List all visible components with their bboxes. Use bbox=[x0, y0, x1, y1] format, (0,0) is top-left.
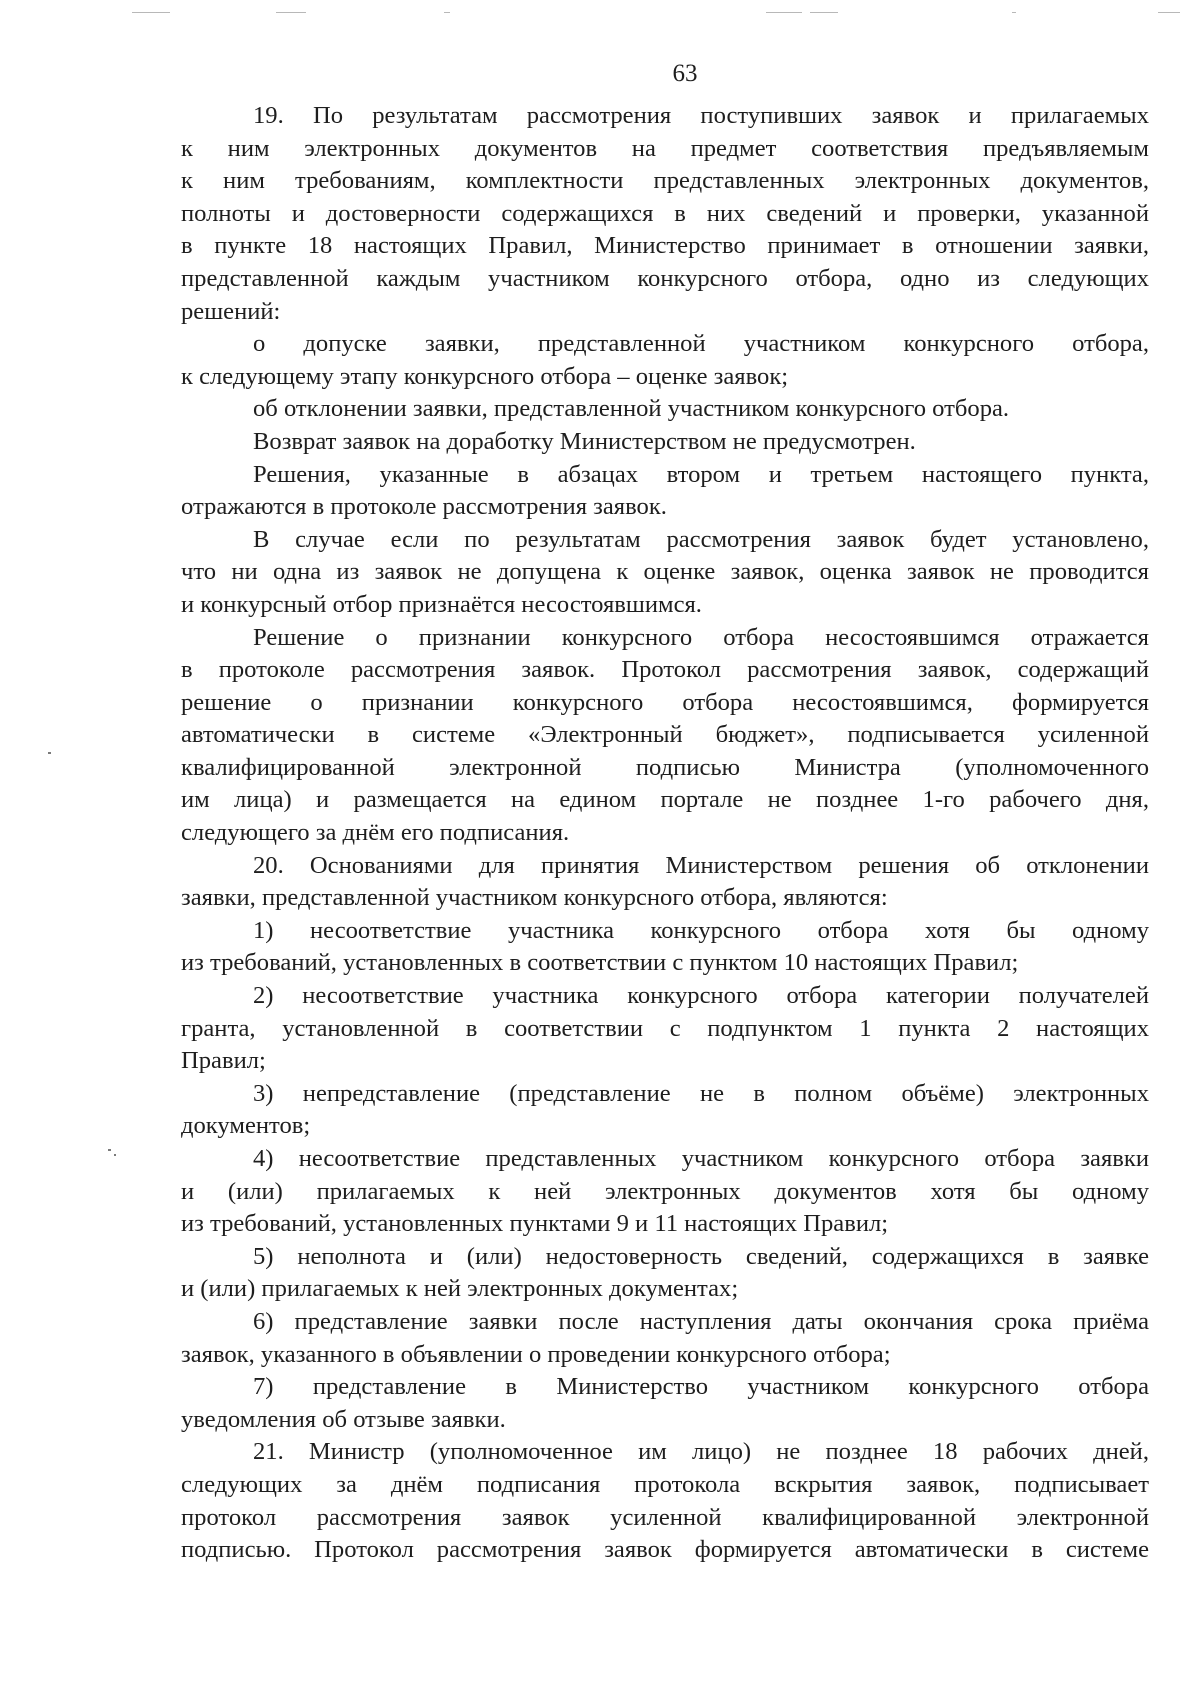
text-line: Решения, указанные в абзацах втором и третьем настоящего пункта, bbox=[253, 460, 1149, 488]
paragraph bbox=[181, 328, 1149, 393]
paragraph bbox=[181, 1306, 1149, 1371]
text-line: решение о признании конкурсного отбора несостоявшимся, формируется bbox=[181, 688, 1149, 716]
text-line: что ни одна из заявок не допущена к оценке заявок, оценка заявок не проводится bbox=[181, 558, 1149, 586]
paragraph bbox=[181, 850, 1149, 915]
text-line: 1) несоответствие участника конкурсного отбора хотя бы одному bbox=[253, 916, 1149, 944]
text-line: решений: bbox=[181, 297, 281, 325]
text-line: гранта, установленной в соответствии с подпунктом 1 пункта 2 настоящих bbox=[181, 1014, 1149, 1042]
paragraph bbox=[181, 1078, 1149, 1143]
paragraph bbox=[181, 524, 1149, 622]
text-line: заявки, представленной участником конкурсного отбора, являются: bbox=[181, 884, 888, 912]
text-line: уведомления об отзыве заявки. bbox=[181, 1405, 506, 1433]
text-line: В случае если по результатам рассмотрения заявок будет установлено, bbox=[253, 525, 1149, 553]
text-line: им лица) и размещается на едином портале не позднее 1-го рабочего дня, bbox=[181, 786, 1149, 814]
paragraph bbox=[181, 915, 1149, 980]
document-body bbox=[181, 100, 1149, 1567]
paragraph bbox=[181, 100, 1149, 328]
text-line: об отклонении заявки, представленной участником конкурсного отбора. bbox=[253, 395, 1010, 423]
paragraph bbox=[181, 1241, 1149, 1306]
text-line: следующего за днём его подписания. bbox=[181, 819, 570, 847]
paragraph bbox=[181, 426, 1149, 459]
paragraph bbox=[181, 1143, 1149, 1241]
text-line: к следующему этапу конкурсного отбора – оценке заявок; bbox=[181, 362, 789, 390]
text-line: Возврат заявок на доработку Министерством не предусмотрен. bbox=[253, 427, 916, 455]
text-line: представленной каждым участником конкурсного отбора, одно из следующих bbox=[181, 264, 1149, 292]
scan-speck bbox=[114, 1154, 116, 1156]
text-line: 4) несоответствие представленных участником конкурсного отбора заявки bbox=[253, 1145, 1149, 1172]
text-line: и (или) прилагаемых к ней электронных документах; bbox=[181, 1275, 739, 1303]
text-line: Решение о признании конкурсного отбора несостоявшимся отражается bbox=[253, 623, 1149, 651]
text-line: заявок, указанного в объявлении о проведении конкурсного отбора; bbox=[181, 1340, 891, 1368]
text-line: и (или) прилагаемых к ней электронных документов хотя бы одному bbox=[181, 1177, 1149, 1205]
text-line: 3) непредставление (представление не в полном объёме) электронных bbox=[253, 1079, 1149, 1107]
text-line: квалифицированной электронной подписью Министра (уполномоченного bbox=[181, 753, 1149, 781]
scan-speck bbox=[48, 752, 51, 754]
page-number: 63 bbox=[672, 60, 698, 87]
paragraph bbox=[181, 1436, 1149, 1566]
text-line: подписью. Протокол рассмотрения заявок формируется автоматически в системе bbox=[181, 1536, 1149, 1564]
text-line: Правил; bbox=[181, 1047, 266, 1075]
paragraph bbox=[181, 459, 1149, 524]
text-line: отражаются в протоколе рассмотрения заявок. bbox=[181, 493, 667, 521]
text-line: и конкурсный отбор признаётся несостоявшимся. bbox=[181, 590, 702, 618]
paragraph bbox=[181, 393, 1149, 426]
text-line: о допуске заявки, представленной участником конкурсного отбора, bbox=[253, 330, 1149, 358]
text-line: следующих за днём подписания протокола вскрытия заявок, подписывает bbox=[181, 1470, 1149, 1498]
text-line: в пункте 18 настоящих Правил, Министерство принимает в отношении заявки, bbox=[181, 232, 1149, 260]
text-line: из требований, установленных пунктами 9 и 11 настоящих Правил; bbox=[181, 1210, 889, 1238]
text-line: 20. Основаниями для принятия Министерством решения об отклонении bbox=[253, 851, 1149, 879]
scan-speck bbox=[108, 1149, 111, 1151]
scan-edge-marks bbox=[0, 10, 1200, 18]
text-line: 19. По результатам рассмотрения поступивших заявок и прилагаемых bbox=[253, 102, 1149, 129]
paragraph bbox=[181, 1371, 1149, 1436]
paragraph bbox=[181, 980, 1149, 1078]
text-line: из требований, установленных в соответствии с пунктом 10 настоящих Правил; bbox=[181, 949, 1019, 977]
text-line: к ним требованиям, комплектности представленных электронных документов, bbox=[181, 167, 1149, 195]
text-line: 6) представление заявки после наступления даты окончания срока приёма bbox=[253, 1307, 1149, 1335]
text-line: в протоколе рассмотрения заявок. Протокол рассмотрения заявок, содержащий bbox=[181, 656, 1149, 684]
text-line: автоматически в системе «Электронный бюджет», подписывается усиленной bbox=[181, 721, 1149, 749]
text-line: 5) неполнота и (или) недостоверность сведений, содержащихся в заявке bbox=[253, 1242, 1149, 1270]
text-line: 21. Министр (уполномоченное им лицо) не позднее 18 рабочих дней, bbox=[253, 1438, 1149, 1466]
paragraph bbox=[181, 622, 1149, 850]
text-line: 2) несоответствие участника конкурсного отбора категории получателей bbox=[253, 982, 1149, 1010]
text-line: полноты и достоверности содержащихся в них сведений и проверки, указанной bbox=[181, 199, 1149, 227]
text-line: документов; bbox=[181, 1112, 311, 1140]
text-line: 7) представление в Министерство участником конкурсного отбора bbox=[253, 1373, 1149, 1401]
text-line: протокол рассмотрения заявок усиленной квалифицированной электронной bbox=[181, 1503, 1149, 1531]
text-line: к ним электронных документов на предмет соответствия предъявляемым bbox=[181, 134, 1149, 162]
